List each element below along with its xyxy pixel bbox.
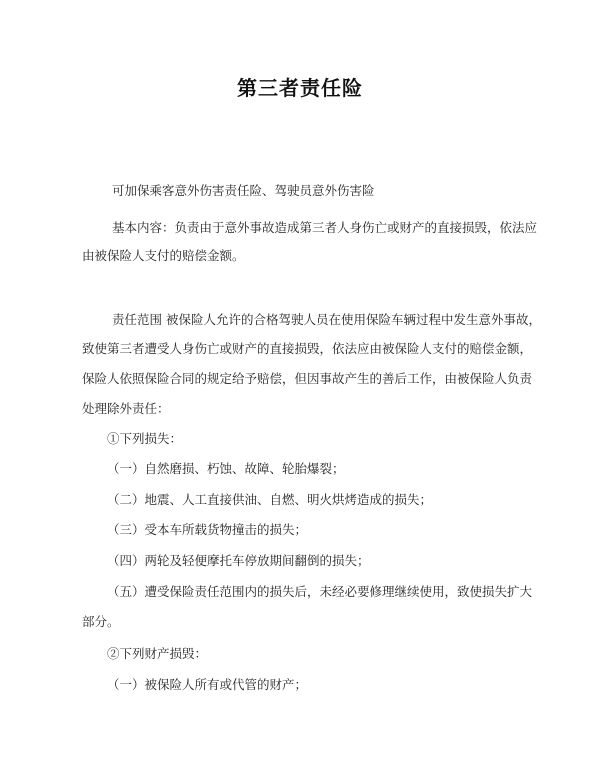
- scope-line-2: 致使第三者遭受人身伤亡或财产的直接损毁，依法应由被保险人支付的赔偿金额，: [82, 341, 533, 356]
- losses-item-3: （三）受本车所载货物撞击的损失；: [107, 522, 308, 537]
- property-item-1: （一）被保险人所有或代管的财产；: [107, 677, 308, 692]
- scope-line-4: 处理除外责任：: [82, 401, 170, 416]
- basic-content-line-1: 基本内容：负责由于意外事故造成第三者人身伤亡或财产的直接损毁，依法应: [112, 220, 538, 235]
- losses-item-5: （五）遭受保险责任范围内的损失后，未经必要修理继续使用，致使损失扩大: [107, 584, 533, 599]
- document-title: 第三者责任险: [237, 76, 363, 100]
- scope-line-1: 责任范围 被保险人允许的合格驾驶人员在使用保险车辆过程中发生意外事故，: [112, 312, 541, 327]
- losses-item-2: （二）地震、人工直接供油、自燃、明火烘烤造成的损失；: [107, 492, 433, 507]
- losses-heading: ①下列损失：: [107, 431, 183, 446]
- scope-line-3: 保险人依照保险合同的规定给予赔偿，但因事故产生的善后工作，由被保险人负责: [82, 371, 533, 386]
- losses-item-5-continued: 部分。: [82, 614, 120, 629]
- property-heading: ②下列财产损毁：: [107, 646, 208, 661]
- losses-item-4: （四）两轮及轻便摩托车停放期间翻倒的损失；: [107, 553, 370, 568]
- losses-item-1: （一）自然磨损、朽蚀、故障、轮胎爆裂；: [107, 461, 345, 476]
- intro-line: 可加保乘客意外伤害责任险、驾驶员意外伤害险: [112, 183, 375, 198]
- basic-content-line-2: 由被保险人支付的赔偿金额。: [82, 248, 245, 263]
